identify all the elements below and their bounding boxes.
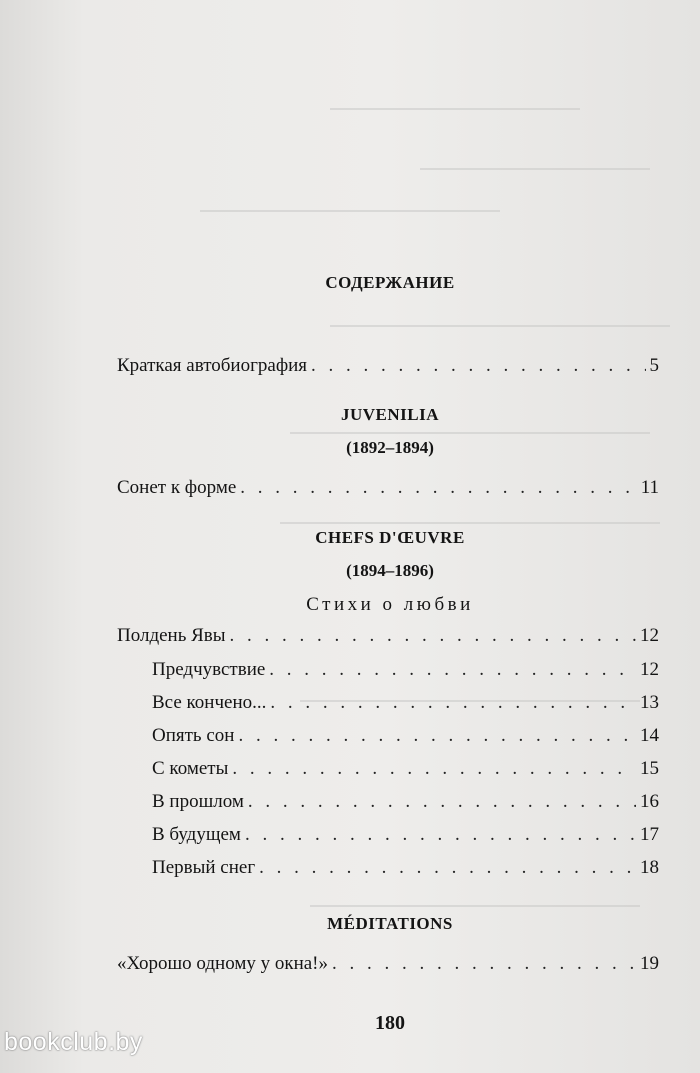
toc-entry — [117, 477, 659, 499]
section-title: CHEFS D'ŒUVRE — [315, 528, 465, 547]
toc-entry-page: 16 — [640, 791, 659, 812]
toc-entry — [152, 725, 659, 747]
section-title: JUVENILIA — [340, 405, 440, 424]
toc-leader-dots — [240, 477, 636, 499]
toc-entry-title: В прошлом — [152, 791, 244, 812]
toc-entry-page: 19 — [640, 953, 659, 974]
toc-entry — [152, 758, 659, 780]
toc-leader-dots — [259, 857, 636, 879]
toc-leader-dots — [238, 725, 636, 747]
toc-leader-dots — [245, 824, 636, 846]
toc-entry — [152, 692, 659, 714]
toc-entry-page: 15 — [640, 758, 659, 779]
toc-entry-title: Краткая автобиография — [117, 355, 308, 376]
bleed-through-line — [200, 210, 500, 212]
toc-entry-page: 18 — [640, 857, 659, 878]
toc-leader-dots — [270, 692, 636, 714]
page-number: 180 — [375, 1012, 405, 1034]
bleed-through-line — [330, 108, 580, 110]
toc-entry-title: В будущем — [152, 824, 241, 845]
toc-entry-title: Все кончено... — [152, 692, 267, 713]
toc-leader-dots — [311, 355, 645, 377]
toc-entry — [152, 824, 659, 846]
toc-leader-dots — [332, 953, 636, 975]
toc-entry-page: 17 — [640, 824, 659, 845]
bleed-through-line — [330, 325, 670, 327]
toc-leader-dots — [230, 625, 636, 647]
toc-leader-dots — [269, 659, 636, 681]
bleed-through-line — [310, 905, 640, 907]
bleed-through-line — [420, 168, 650, 170]
toc-entry-page: 12 — [640, 659, 659, 680]
section-title: MÉDITATIONS — [327, 914, 453, 933]
toc-entry — [117, 953, 659, 975]
toc-entry-title: С кометы — [152, 758, 229, 779]
toc-entry-title: Первый снег — [152, 857, 256, 878]
toc-entry-title: «Хорошо одному у окна!» — [117, 953, 329, 974]
section-years: (1892–1894) — [346, 438, 434, 457]
toc-entry — [152, 857, 659, 879]
page-title: СОДЕРЖАНИЕ — [325, 273, 455, 292]
toc-entry-page: 12 — [640, 625, 659, 646]
toc-entry — [152, 791, 659, 813]
toc-leader-dots — [248, 791, 636, 813]
toc-entry-title: Сонет к форме — [117, 477, 237, 498]
toc-entry-page: 14 — [640, 725, 659, 746]
site-watermark: bookclub.by — [4, 1028, 143, 1056]
bleed-through-line — [290, 432, 650, 434]
subsection-title: Стихи о любви — [306, 594, 474, 615]
section-years: (1894–1896) — [346, 561, 434, 580]
bleed-through-line — [280, 522, 660, 524]
toc-entry-title: Предчувствие — [152, 659, 266, 680]
toc-entry — [117, 355, 659, 377]
toc-entry — [152, 659, 659, 681]
toc-entry — [117, 625, 659, 647]
toc-entry-page: 13 — [640, 692, 659, 713]
toc-leader-dots — [232, 758, 636, 780]
toc-entry-page: 11 — [640, 477, 659, 498]
toc-entry-page: 5 — [649, 355, 659, 376]
toc-entry-title: Полдень Явы — [117, 625, 226, 646]
toc-entry-title: Опять сон — [152, 725, 235, 746]
